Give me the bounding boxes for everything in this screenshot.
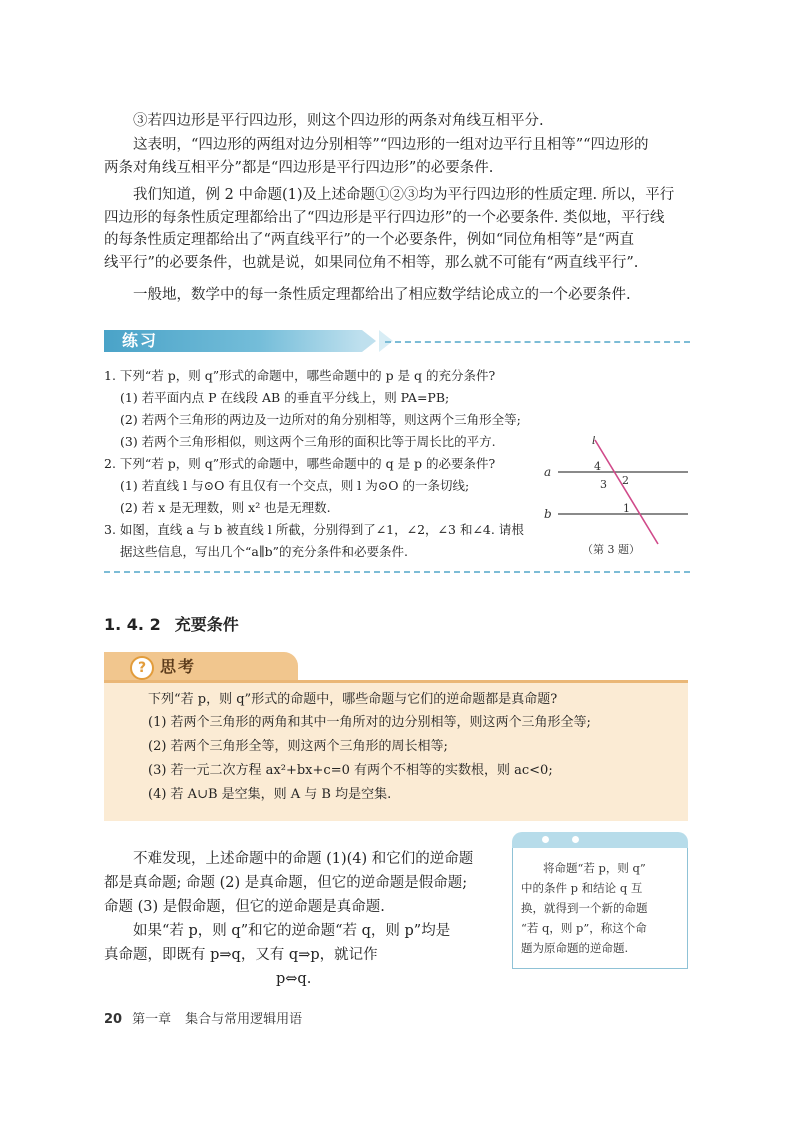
- think-question: 下列“若 p，则 q”形式的命题中，哪些命题与它们的逆命题都是真命题?: [148, 692, 558, 707]
- label-l: l: [592, 436, 596, 447]
- exercise-2-item-2: (2) 若 x 是无理数，则 x² 也是无理数.: [120, 500, 331, 515]
- angle-3-label: 3: [600, 478, 607, 491]
- intro-text: ③若四边形是平行四边形，则这个四边形的两条对角线互相平分.: [133, 113, 544, 129]
- body-line-1: 不难发现，上述命题中的命题 (1)(4) 和它们的逆命题: [133, 851, 474, 867]
- intro-paragraph-2: [104, 184, 688, 274]
- text-line: 两条对角线互相平分”都是“四边形是平行四边形”的必要条件.: [104, 159, 494, 176]
- note-line-5: 题为原命题的逆命题.: [521, 941, 629, 955]
- exercise-2: 2. 下列“若 p，则 q”形式的命题中，哪些命题中的 q 是 p 的必要条件?: [104, 456, 496, 471]
- think-title: 思考: [160, 657, 197, 676]
- label-a: a: [544, 465, 552, 479]
- text-line: 一般地，数学中的每一条性质定理都给出了相应数学结论成立的一个必要条件.: [133, 287, 631, 303]
- practice-title: 练习: [122, 331, 159, 350]
- note-line-4: “若 q，则 p”，称这个命: [521, 921, 647, 935]
- label-b: b: [544, 507, 552, 521]
- chapter-label: 第一章: [132, 1012, 172, 1027]
- body-line-2: 都是真命题; 命题 (2) 是真命题，但它的逆命题是假命题;: [104, 875, 468, 891]
- text-line: 我们知道，例 2 中命题(1)及上述命题①②③均为平行四边形的性质定理. 所以，平行: [133, 187, 675, 203]
- text-line: 的每条性质定理都给出了“两直线平行”的一个必要条件，例如“同位角相等”是“两直: [104, 232, 635, 248]
- page-footer: [104, 1008, 302, 1027]
- formula: p⇔q.: [276, 971, 312, 987]
- body-line-5: 真命题，即既有 p⇒q，又有 q⇒p，就记作: [104, 947, 378, 963]
- note-line-2: 中的条件 p 和结论 q 互: [521, 881, 643, 895]
- practice-divider-bottom: [104, 571, 690, 573]
- think-item-2: (2) 若两个三角形全等，则这两个三角形的周长相等;: [148, 739, 448, 754]
- figure-caption: （第 3 题）: [582, 543, 640, 556]
- note-header: [512, 832, 688, 848]
- think-item-1: (1) 若两个三角形的两角和其中一角所对的边分别相等，则这两个三角形全等;: [148, 715, 591, 730]
- section-number: 1. 4. 2: [104, 615, 161, 634]
- exercise-1-item-1: (1) 若平面内点 P 在线段 AB 的垂直平分线上，则 PA=PB;: [120, 390, 450, 405]
- body-line-3: 命题 (3) 是假命题，但它的逆命题是真命题.: [104, 899, 385, 915]
- book-title: 集合与常用逻辑用语: [185, 1012, 303, 1027]
- page-number: 20: [104, 1012, 123, 1027]
- exercise-3: 3. 如图，直线 a 与 b 被直线 l 所截，分别得到了∠1，∠2，∠3 和∠4. 请根: [104, 522, 524, 537]
- note-body: [512, 848, 688, 969]
- text-line: 线平行”的必要条件，也就是说，如果同位角不相等，那么就不可能有“两直线平行”.: [104, 254, 639, 271]
- note-line-3: 换，就得到一个新的命题: [521, 901, 648, 915]
- think-item-4: (4) 若 A∪B 是空集，则 A 与 B 均是空集.: [148, 787, 392, 802]
- note-line-1: 将命题“若 p，则 q”: [543, 861, 646, 875]
- transversal-l: [595, 440, 658, 544]
- intro-line-1: [104, 110, 688, 133]
- question-icon: ?: [130, 656, 154, 680]
- exercise-1: 1. 下列“若 p，则 q”形式的命题中，哪些命题中的 p 是 q 的充分条件?: [104, 368, 496, 383]
- exercise-1-item-3: (3) 若两个三角形相似，则这两个三角形的面积比等于周长比的平方.: [120, 434, 496, 449]
- text-line: 四边形的每条性质定理都给出了“四边形是平行四边形”的一个必要条件. 类似地，平行线: [104, 209, 665, 226]
- exercise-3-continued: 据这些信息，写出几个“a∥b”的充分条件和必要条件.: [120, 544, 408, 559]
- exercise-1-item-2: (2) 若两个三角形的两边及一边所对的角分别相等，则这两个三角形全等;: [120, 412, 521, 427]
- note-dot: [572, 836, 579, 843]
- angle-2-label: 2: [622, 474, 629, 487]
- intro-paragraph-3: [104, 284, 688, 307]
- think-item-3: (3) 若一元二次方程 ax²+bx+c=0 有两个不相等的实数根，则 ac<0;: [148, 763, 553, 778]
- practice-divider-top: [385, 341, 690, 343]
- body-line-4: 如果“若 p，则 q”和它的逆命题“若 q，则 p”均是: [133, 923, 451, 939]
- section-title: 充要条件: [174, 615, 239, 634]
- exercise-2-item-1: (1) 若直线 l 与⊙O 有且仅有一个交点，则 l 为⊙O 的一条切线;: [120, 478, 470, 493]
- angle-4-label: 4: [594, 460, 601, 473]
- side-note: [512, 832, 688, 970]
- intro-paragraph-1: [104, 134, 688, 179]
- section-heading: [104, 612, 253, 635]
- text-line: 这表明，“四边形的两组对边分别相等”“四边形的一组对边平行且相等”“四边形的: [133, 137, 649, 153]
- angle-1-label: 1: [623, 502, 630, 515]
- note-dot: [542, 836, 549, 843]
